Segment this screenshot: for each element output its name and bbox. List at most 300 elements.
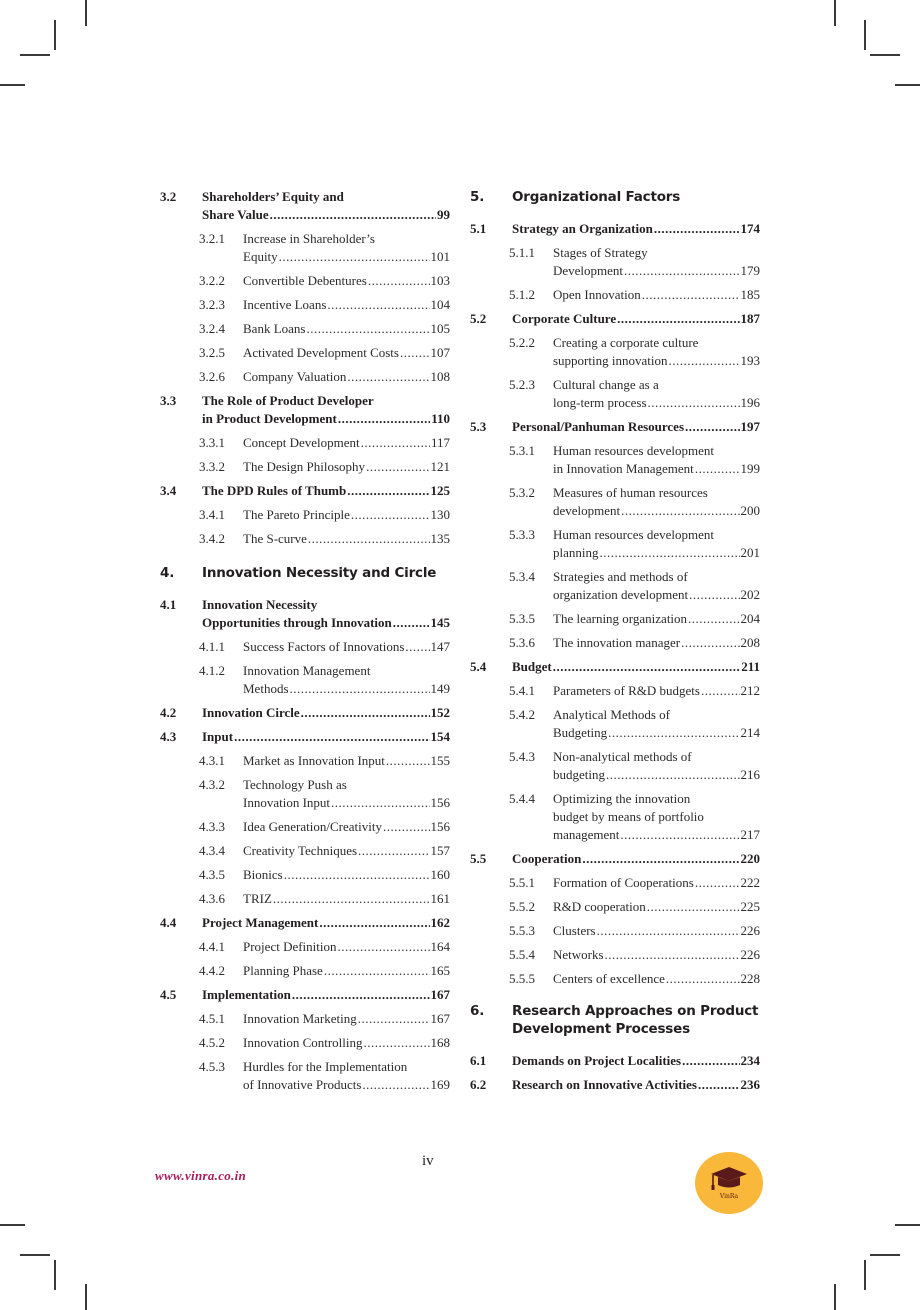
section-title: Cultural change as a xyxy=(553,377,659,392)
page-reference: 108 xyxy=(430,369,450,384)
page-reference: 226 xyxy=(740,947,760,962)
toc-subsection-entry[interactable] xyxy=(160,506,450,524)
section-title: Optimizing the innovation xyxy=(553,791,691,806)
toc-subsection-entry[interactable] xyxy=(470,442,760,478)
section-number: 4.4.2 xyxy=(199,963,225,978)
page-reference: 130 xyxy=(430,507,450,522)
page-reference: 145 xyxy=(430,615,450,630)
section-number: 5.3.2 xyxy=(509,485,535,500)
crop-mark xyxy=(20,1254,50,1256)
dot-leader xyxy=(654,220,740,238)
section-title: budget by means of portfolio xyxy=(553,809,704,824)
page-reference: 199 xyxy=(740,461,760,476)
section-number: 5.5.1 xyxy=(509,875,535,890)
page-reference: 103 xyxy=(430,273,450,288)
section-title: R&D cooperation xyxy=(553,899,646,914)
toc-subsection-entry[interactable] xyxy=(160,230,450,266)
crop-mark xyxy=(870,1254,900,1256)
dot-leader xyxy=(319,914,429,932)
chapter-title: Innovation Necessity and Circle xyxy=(202,565,437,581)
section-number: 5.4.1 xyxy=(509,683,535,698)
page-reference: 212 xyxy=(740,683,760,698)
toc-subsection-entry[interactable] xyxy=(470,970,760,988)
toc-chapter5-sections xyxy=(470,220,760,988)
toc-section-entry[interactable] xyxy=(160,986,450,1004)
publisher-url[interactable]: www.vinra.co.in xyxy=(155,1168,247,1183)
dot-leader xyxy=(364,1034,430,1052)
section-title: The Role of Product Developer xyxy=(202,393,374,408)
toc-subsection-entry[interactable] xyxy=(470,526,760,562)
section-title: Personal/Panhuman Resources xyxy=(512,419,685,434)
page-reference: 156 xyxy=(430,795,450,810)
page-reference: 234 xyxy=(740,1053,760,1068)
toc-subsection-entry[interactable] xyxy=(470,334,760,370)
section-title: Opportunities through Innovation xyxy=(202,615,392,630)
section-title: Planning Phase xyxy=(243,963,323,978)
section-title: The innovation manager xyxy=(553,635,681,650)
toc-subsection-entry[interactable] xyxy=(470,610,760,628)
section-title: Innovation Management xyxy=(243,663,371,678)
section-title: Share Value xyxy=(202,207,269,222)
section-number: 5.5.2 xyxy=(509,899,535,914)
section-title: Bionics xyxy=(243,867,283,882)
section-number: 5.5.4 xyxy=(509,947,535,962)
dot-leader xyxy=(621,502,739,520)
section-title: Budget xyxy=(512,659,552,674)
chapter-number: 5. xyxy=(470,189,485,205)
toc-section-entry[interactable] xyxy=(470,658,760,676)
section-number: 4.3 xyxy=(160,729,177,744)
toc-section-entry[interactable] xyxy=(470,1076,760,1094)
page-reference: 204 xyxy=(740,611,760,626)
page-reference: 135 xyxy=(430,531,450,546)
dot-leader xyxy=(642,286,740,304)
toc-section-entry[interactable] xyxy=(470,310,760,328)
page-reference: 200 xyxy=(740,503,760,518)
dot-leader xyxy=(290,680,430,698)
toc-section-entry[interactable] xyxy=(160,482,450,500)
section-title: Innovation Controlling xyxy=(243,1035,363,1050)
toc-subsection-entry[interactable] xyxy=(470,484,760,520)
page-reference: 105 xyxy=(430,321,450,336)
section-number: 5.2 xyxy=(470,311,487,326)
publisher-logo xyxy=(695,1152,763,1214)
section-number: 4.1.2 xyxy=(199,663,225,678)
toc-section-entry[interactable] xyxy=(160,596,450,632)
toc-subsection-entry[interactable] xyxy=(160,1010,450,1028)
toc-section-entry[interactable] xyxy=(160,914,450,932)
page-reference: 216 xyxy=(740,767,760,782)
page-reference: 236 xyxy=(740,1077,760,1092)
section-title: Budgeting xyxy=(553,725,608,740)
dot-leader xyxy=(688,610,739,628)
crop-mark xyxy=(864,20,866,50)
section-title: in Product Development xyxy=(202,411,337,426)
dot-leader xyxy=(648,394,740,412)
toc-subsection-entry[interactable] xyxy=(470,748,760,784)
page-reference: 162 xyxy=(430,915,450,930)
section-title: The DPD Rules of Thumb xyxy=(202,483,347,498)
dot-leader xyxy=(605,946,740,964)
dot-leader xyxy=(331,794,429,812)
section-title: The Design Philosophy xyxy=(243,459,366,474)
page-reference: 165 xyxy=(430,963,450,978)
dot-leader xyxy=(234,728,429,746)
toc-subsection-entry[interactable] xyxy=(160,638,450,656)
section-title: Creating a corporate culture xyxy=(553,335,699,350)
dot-leader xyxy=(366,458,429,476)
section-title: in Innovation Management xyxy=(553,461,694,476)
dot-leader xyxy=(338,938,430,956)
toc-subsection-entry[interactable] xyxy=(470,634,760,652)
toc-chapter6-sections xyxy=(470,1052,760,1094)
toc-section-entry[interactable] xyxy=(470,418,760,436)
crop-mark xyxy=(870,54,900,56)
page-reference: 154 xyxy=(430,729,450,744)
toc-section-entry[interactable] xyxy=(160,704,450,722)
section-number: 4.5.2 xyxy=(199,1035,225,1050)
chapter-title: Organizational Factors xyxy=(512,189,681,205)
section-title: Development xyxy=(553,263,624,278)
toc-subsection-entry[interactable] xyxy=(160,962,450,980)
section-number: 4.5.3 xyxy=(199,1059,225,1074)
toc-subsection-entry[interactable] xyxy=(160,368,450,386)
section-title: The learning organization xyxy=(553,611,688,626)
dot-leader xyxy=(368,272,430,290)
section-number: 4.3.2 xyxy=(199,777,225,792)
chapter-number: 6. xyxy=(470,1003,485,1019)
dot-leader xyxy=(553,658,740,676)
toc-chapter3-sections xyxy=(160,188,450,548)
dot-leader xyxy=(292,986,430,1004)
section-title: Company Valuation xyxy=(243,369,347,384)
crop-mark xyxy=(895,84,920,86)
section-title: Incentive Loans xyxy=(243,297,327,312)
section-title: Clusters xyxy=(553,923,596,938)
dot-leader xyxy=(324,962,430,980)
section-title: Networks xyxy=(553,947,604,962)
section-number: 5.2.2 xyxy=(509,335,535,350)
section-title: budgeting xyxy=(553,767,605,782)
section-number: 4.2 xyxy=(160,705,177,720)
crop-mark xyxy=(834,0,836,26)
section-number: 3.3.1 xyxy=(199,435,225,450)
crop-mark xyxy=(834,1284,836,1310)
section-title: Cooperation xyxy=(512,851,582,866)
toc-subsection-entry[interactable] xyxy=(160,752,450,770)
dot-leader xyxy=(386,752,430,770)
dot-leader xyxy=(617,310,739,328)
section-number: 5.3.4 xyxy=(509,569,535,584)
page-reference: 201 xyxy=(740,545,760,560)
dot-leader xyxy=(606,766,740,784)
page-reference: 220 xyxy=(740,851,760,866)
dot-leader xyxy=(685,418,739,436)
toc-subsection-entry[interactable] xyxy=(470,874,760,892)
section-title: Methods xyxy=(243,681,289,696)
section-number: 4.3.4 xyxy=(199,843,225,858)
page-reference: 196 xyxy=(740,395,760,410)
section-title: planning xyxy=(553,545,599,560)
dot-leader xyxy=(361,434,430,452)
section-number: 5.4.2 xyxy=(509,707,535,722)
toc-chapter-heading[interactable] xyxy=(160,564,450,582)
section-number: 5.3.6 xyxy=(509,635,535,650)
crop-mark xyxy=(20,54,50,56)
toc-subsection-entry[interactable] xyxy=(160,344,450,362)
section-title: Non-analytical methods of xyxy=(553,749,692,764)
toc-section-entry[interactable] xyxy=(470,220,760,238)
section-number: 3.2.5 xyxy=(199,345,225,360)
dot-leader xyxy=(689,586,739,604)
toc-subsection-entry[interactable] xyxy=(160,272,450,290)
dot-leader xyxy=(681,634,739,652)
section-number: 4.5.1 xyxy=(199,1011,225,1026)
toc-subsection-entry[interactable] xyxy=(470,898,760,916)
toc-subsection-entry[interactable] xyxy=(470,682,760,700)
toc-subsection-entry[interactable] xyxy=(160,1034,450,1052)
section-title: Convertible Debentures xyxy=(243,273,367,288)
section-number: 3.3 xyxy=(160,393,177,408)
toc-subsection-entry[interactable] xyxy=(160,458,450,476)
toc-chapter-heading[interactable] xyxy=(470,188,760,206)
section-number: 3.3.2 xyxy=(199,459,225,474)
dot-leader xyxy=(362,1076,429,1094)
section-number: 4.5 xyxy=(160,987,177,1002)
page-reference: 99 xyxy=(437,207,450,222)
dot-leader xyxy=(400,344,430,362)
page-reference: 179 xyxy=(740,263,760,278)
section-title: Open Innovation xyxy=(553,287,641,302)
page-reference: 125 xyxy=(430,483,450,498)
toc-subsection-entry[interactable] xyxy=(470,376,760,412)
crop-mark xyxy=(0,84,25,86)
toc-subsection-entry[interactable] xyxy=(470,790,760,844)
section-title: Innovation Marketing xyxy=(243,1011,357,1026)
toc-subsection-entry[interactable] xyxy=(160,1058,450,1094)
section-title: Market as Innovation Input xyxy=(243,753,385,768)
section-title: Creativity Techniques xyxy=(243,843,358,858)
dot-leader xyxy=(624,262,739,280)
dot-leader xyxy=(351,506,430,524)
toc-subsection-entry[interactable] xyxy=(160,662,450,698)
toc-subsection-entry[interactable] xyxy=(160,434,450,452)
section-title: Measures of human resources xyxy=(553,485,708,500)
section-title: Corporate Culture xyxy=(512,311,617,326)
page-reference: 202 xyxy=(740,587,760,602)
section-title: Centers of excellence xyxy=(553,971,665,986)
crop-mark xyxy=(85,0,87,26)
section-number: 5.3 xyxy=(470,419,487,434)
section-number: 5.4.4 xyxy=(509,791,535,806)
dot-leader xyxy=(597,922,740,940)
section-title: Strategies and methods of xyxy=(553,569,688,584)
section-title: Stages of Strategy xyxy=(553,245,648,260)
page-reference: 197 xyxy=(740,419,760,434)
toc-subsection-entry[interactable] xyxy=(470,946,760,964)
page-reference: 156 xyxy=(430,819,450,834)
section-title: The Pareto Principle xyxy=(243,507,350,522)
page-reference: 211 xyxy=(741,659,760,674)
section-number: 5.5.5 xyxy=(509,971,535,986)
page-reference: 168 xyxy=(430,1035,450,1050)
section-title: Hurdles for the Implementation xyxy=(243,1059,408,1074)
section-number: 4.4.1 xyxy=(199,939,225,954)
section-number: 4.3.5 xyxy=(199,867,225,882)
section-title: Activated Development Costs xyxy=(243,345,399,360)
dot-leader xyxy=(308,530,430,548)
section-number: 5.5.3 xyxy=(509,923,535,938)
toc-subsection-entry[interactable] xyxy=(470,244,760,280)
section-title: Technology Push as xyxy=(243,777,347,792)
dot-leader xyxy=(284,866,430,884)
section-number: 3.2.4 xyxy=(199,321,225,336)
section-number: 3.2.3 xyxy=(199,297,225,312)
section-title: Implementation xyxy=(202,987,291,1002)
section-number: 5.5 xyxy=(470,851,487,866)
toc-subsection-entry[interactable] xyxy=(470,568,760,604)
dot-leader xyxy=(301,704,430,722)
page-reference: 228 xyxy=(740,971,760,986)
toc-subsection-entry[interactable] xyxy=(470,922,760,940)
toc-chapter-heading[interactable] xyxy=(470,1002,760,1038)
toc-section-entry[interactable] xyxy=(160,188,450,224)
chapter-number: 4. xyxy=(160,565,175,581)
toc-section-entry[interactable] xyxy=(470,1052,760,1070)
toc-subsection-entry[interactable] xyxy=(160,842,450,860)
section-number: 5.3.3 xyxy=(509,527,535,542)
toc-subsection-entry[interactable] xyxy=(470,286,760,304)
toc-subsection-entry[interactable] xyxy=(470,706,760,742)
crop-mark xyxy=(895,1224,920,1226)
page-reference: 208 xyxy=(740,635,760,650)
toc-subsection-entry[interactable] xyxy=(160,866,450,884)
section-title: Shareholders’ Equity and xyxy=(202,189,344,204)
page-reference: 185 xyxy=(740,287,760,302)
section-title: Demands on Project Localities xyxy=(512,1053,682,1068)
toc-subsection-entry[interactable] xyxy=(160,530,450,548)
section-number: 5.1.2 xyxy=(509,287,535,302)
dot-leader xyxy=(698,1076,740,1094)
toc-right-column xyxy=(470,188,760,1100)
svg-text:VinRa: VinRa xyxy=(719,1193,739,1200)
section-number: 3.2.1 xyxy=(199,231,225,246)
page-reference: 152 xyxy=(430,705,450,720)
page-reference: 214 xyxy=(740,725,760,740)
section-number: 4.3.6 xyxy=(199,891,225,906)
section-number: 4.3.3 xyxy=(199,819,225,834)
dot-leader xyxy=(358,842,429,860)
page-reference: 149 xyxy=(430,681,450,696)
section-number: 6.1 xyxy=(470,1053,487,1068)
dot-leader xyxy=(582,850,739,868)
section-title: Success Factors of Innovations xyxy=(243,639,405,654)
section-title: Human resources development xyxy=(553,443,715,458)
toc-section-entry[interactable] xyxy=(160,392,450,428)
page-reference: 169 xyxy=(430,1077,450,1092)
section-title: Research on Innovative Activities xyxy=(512,1077,697,1092)
page-reference: 217 xyxy=(740,827,760,842)
section-number: 3.4 xyxy=(160,483,177,498)
section-title: TRIZ xyxy=(243,891,272,906)
toc-subsection-entry[interactable] xyxy=(160,776,450,812)
page-reference: 117 xyxy=(430,435,450,450)
toc-subsection-entry[interactable] xyxy=(160,296,450,314)
page-reference: 107 xyxy=(430,345,450,360)
toc-left-column xyxy=(160,188,450,1100)
dot-leader xyxy=(270,206,436,224)
dot-leader xyxy=(306,320,429,338)
section-number: 3.2 xyxy=(160,189,177,204)
toc-section-entry[interactable] xyxy=(160,728,450,746)
section-title: Human resources development xyxy=(553,527,715,542)
crop-mark xyxy=(0,1224,25,1226)
page-reference: 155 xyxy=(430,753,450,768)
page-reference: 157 xyxy=(430,843,450,858)
page-reference: 226 xyxy=(740,923,760,938)
section-title: Bank Loans xyxy=(243,321,306,336)
section-title: Input xyxy=(202,729,234,744)
section-title: Innovation Input xyxy=(243,795,331,810)
page-reference: 167 xyxy=(430,987,450,1002)
section-number: 5.2.3 xyxy=(509,377,535,392)
crop-mark xyxy=(85,1284,87,1310)
dot-leader xyxy=(695,874,740,892)
dot-leader xyxy=(347,482,429,500)
section-title: Strategy an Organization xyxy=(512,221,653,236)
page-reference: 167 xyxy=(430,1011,450,1026)
page-number: iv xyxy=(422,1153,434,1169)
dot-leader xyxy=(383,818,430,836)
section-number: 4.4 xyxy=(160,915,177,930)
dot-leader xyxy=(358,1010,430,1028)
section-title: Equity xyxy=(243,249,278,264)
dot-leader xyxy=(405,638,429,656)
dot-leader xyxy=(600,544,740,562)
section-number: 3.2.2 xyxy=(199,273,225,288)
section-title: of Innovative Products xyxy=(243,1077,362,1092)
toc-subsection-entry[interactable] xyxy=(160,890,450,908)
page-reference: 160 xyxy=(430,867,450,882)
toc-subsection-entry[interactable] xyxy=(160,320,450,338)
section-title: Project Definition xyxy=(243,939,337,954)
toc-subsection-entry[interactable] xyxy=(160,938,450,956)
toc-subsection-entry[interactable] xyxy=(160,818,450,836)
toc-chapter4-sections xyxy=(160,596,450,1094)
section-number: 6.2 xyxy=(470,1077,487,1092)
dot-leader xyxy=(647,898,740,916)
toc-section-entry[interactable] xyxy=(470,850,760,868)
dot-leader xyxy=(393,614,430,632)
section-title: long-term process xyxy=(553,395,647,410)
dot-leader xyxy=(695,460,740,478)
dot-leader xyxy=(273,890,430,908)
section-title: The S-curve xyxy=(243,531,307,546)
section-number: 3.4.2 xyxy=(199,531,225,546)
page-reference: 161 xyxy=(430,891,450,906)
section-number: 5.1 xyxy=(470,221,487,236)
graduation-cap-icon xyxy=(709,1164,749,1202)
dot-leader xyxy=(327,296,429,314)
crop-mark xyxy=(54,20,56,50)
section-title: Analytical Methods of xyxy=(553,707,670,722)
dot-leader xyxy=(620,826,739,844)
section-number: 3.2.6 xyxy=(199,369,225,384)
section-number: 5.1.1 xyxy=(509,245,535,260)
section-title: organization development xyxy=(553,587,689,602)
page-reference: 121 xyxy=(430,459,450,474)
dot-leader xyxy=(701,682,740,700)
